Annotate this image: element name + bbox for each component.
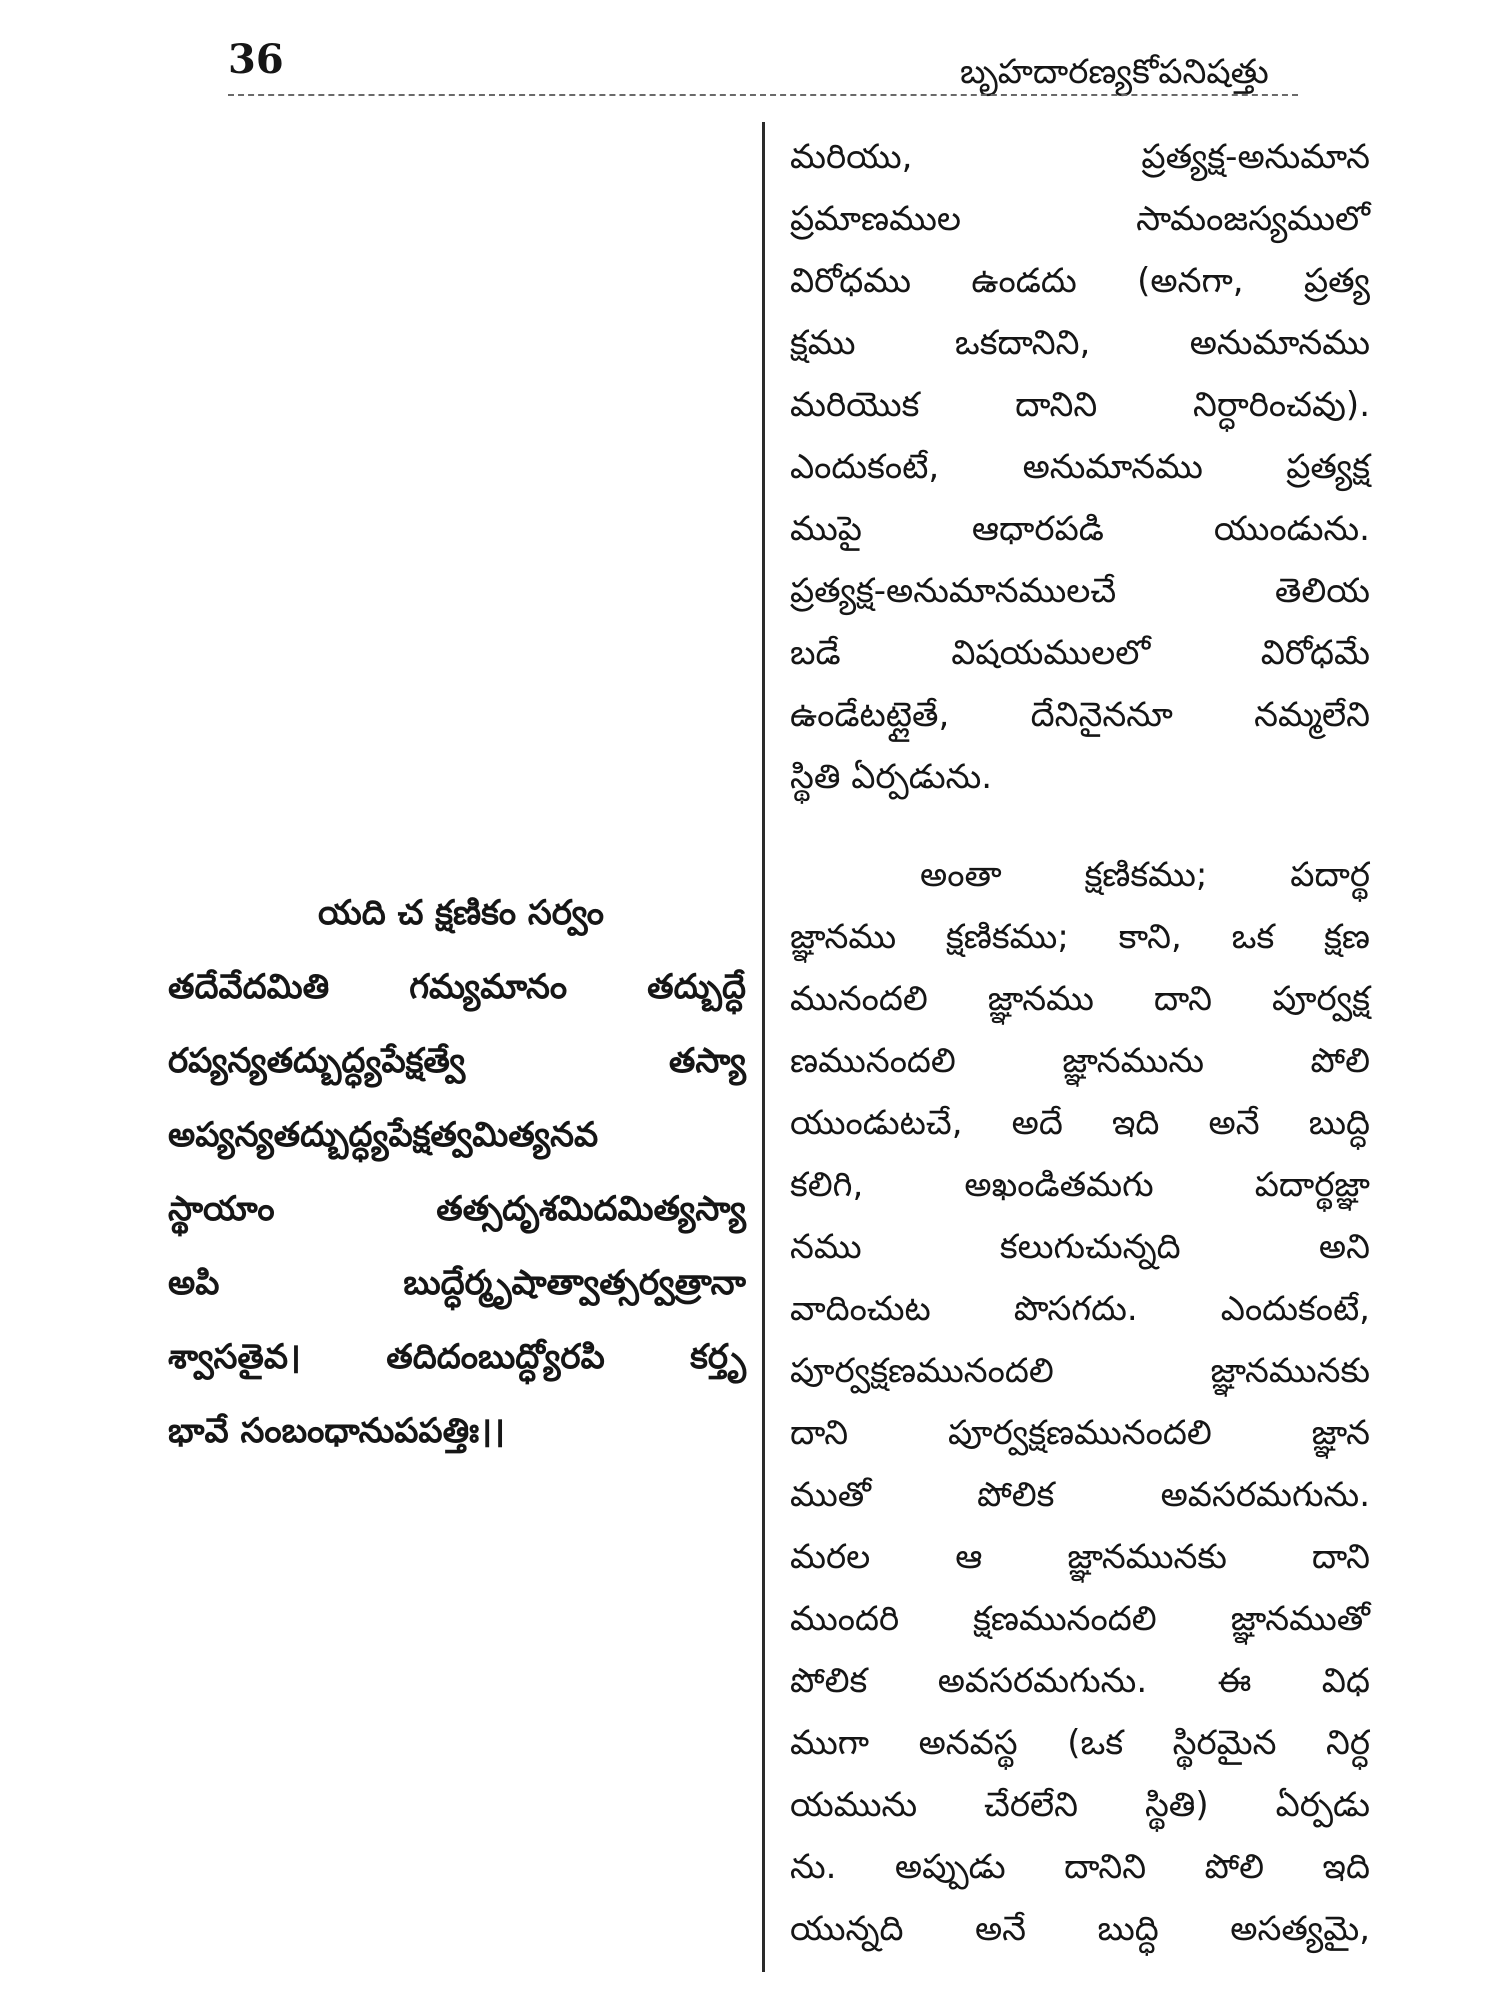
verse-line: తదేవేదమితి గమ్యమానం తద్బుద్ధే [168,967,746,1007]
commentary-line: దాని పూర్వక్షణమునందలి జ్ఞాన [790,1413,1370,1453]
commentary-line: పోలిక అవసరమగును. ఈ విధ [790,1661,1370,1701]
commentary-line: ణమునందలి జ్ఞానమును పోలి [790,1041,1370,1081]
commentary-line: మునందలి జ్ఞానము దాని పూర్వక్ష [790,979,1370,1019]
verse-line: రప్యన్యతద్బుద్ధ్యపేక్షత్వే తస్యా [168,1041,746,1081]
commentary-line: కలిగి, అఖండితమగు పదార్థజ్ఞా [790,1165,1370,1205]
commentary-line: ముగా అనవస్థ (ఒక స్థిరమైన నిర్ధ [790,1723,1371,1763]
commentary-line: యుండుటచే, అదే ఇది అనే బుద్ధి [790,1103,1370,1143]
verse-line: శ్వాసతైవ। తదిదంబుద్ధ్యోరపి కర్తృ [168,1337,746,1377]
header-rule [228,94,1298,96]
commentary-line: ప్రత్యక్ష-అనుమానములచే తెలియ [790,571,1370,611]
verse-line: యది చ క్షణికం సర్వం [318,893,604,933]
commentary-line: క్షము ఒకదానిని, అనుమానము [790,323,1370,363]
verse-line: అపి బుద్ధేర్మృషాత్వాత్సర్వత్రానా [168,1263,746,1303]
verse-line: అప్యన్యతద్బుద్ధ్యపేక్షత్వమిత్యనవ [168,1115,599,1155]
commentary-line: అంతా క్షణికము; పదార్థ [920,855,1370,895]
commentary-line: యున్నది అనే బుద్ధి అసత్యమై, [790,1909,1370,1949]
commentary-line: మరియు, ప్రత్యక్ష-అనుమాన [790,137,1370,177]
commentary-line: స్థితి ఏర్పడును. [790,757,993,797]
commentary-line: యమును చేరలేని స్థితి) ఏర్పడు [790,1785,1370,1825]
commentary-line: ప్రమాణముల సామంజస్యములో [790,199,1370,239]
commentary-line: ముపై ఆధారపడి యుండును. [790,509,1370,549]
verse-line: స్థాయాం తత్సదృశమిదమిత్యస్యా [168,1189,746,1229]
running-title: బృహదారణ్యకోపనిషత్తు [960,52,1269,92]
paragraph-gap [790,808,1370,844]
commentary-line: ముందరి క్షణమునందలి జ్ఞానముతో [790,1599,1370,1639]
commentary-line: విరోధము ఉండదు (అనగా, ప్రత్య [790,261,1370,301]
commentary-paragraph-2 [790,844,1370,1960]
commentary [790,126,1370,1960]
verse-line: భావే సంబంధానుపపత్తిః।। [168,1411,506,1451]
commentary-line: బడే విషయములలో విరోధమే [790,633,1370,673]
commentary-line: జ్ఞానము క్షణికము; కాని, ఒక క్షణ [790,917,1370,957]
commentary-line: ముతో పోలిక అవసరమగును. [790,1475,1370,1515]
commentary-line: వాదించుట పొసగదు. ఎందుకంటే, [790,1289,1370,1329]
commentary-paragraph-1 [790,126,1370,808]
commentary-line: నము కలుగుచున్నది అని [790,1227,1370,1267]
page-number: 36 [228,36,284,83]
commentary-line: పూర్వక్షణమునందలి జ్ఞానమునకు [790,1351,1370,1391]
commentary-line: మరల ఆ జ్ఞానమునకు దాని [790,1537,1370,1577]
commentary-line: ఎందుకంటే, అనుమానము ప్రత్యక్ష [790,447,1370,487]
source-verse [168,876,746,1468]
commentary-line: ను. అప్పుడు దానిని పోలి ఇది [790,1847,1370,1887]
commentary-line: ఉండేటట్లైతే, దేనినైననూ నమ్మలేని [790,695,1370,735]
column-divider [762,122,765,1972]
commentary-line: మరియొక దానిని నిర్ధారించవు). [790,385,1370,425]
